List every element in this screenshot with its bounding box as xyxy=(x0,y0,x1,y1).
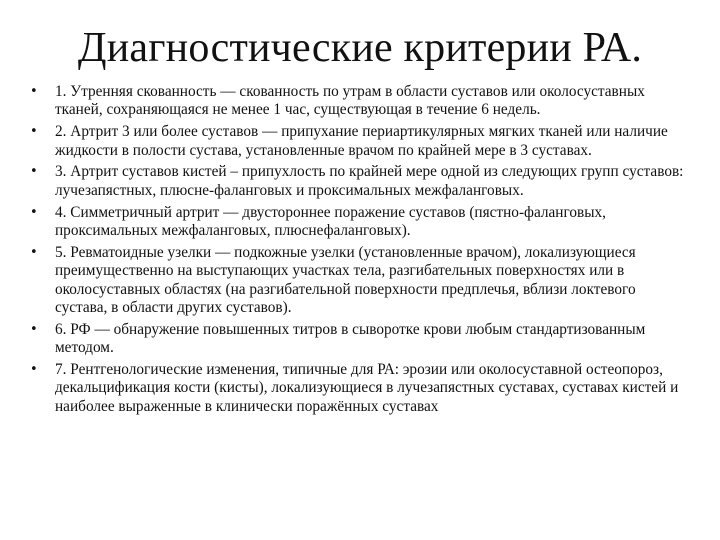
bullet-icon: • xyxy=(30,204,38,220)
list-item xyxy=(30,361,690,416)
criterion-text: 4. Симметричный артрит — двустороннее поражение суставов (пястно-фаланговых, проксимальных межфаланговых, плюснефаланговых). xyxy=(55,203,607,240)
criterion-text: 5. Ревматоидные узелки — подкожные узелки (установленные врачом), локализующиеся преимущественно на выступающих участках тела, разгибательных поверхностях или в околосуставных областях (на разгибательной поверхности предплечья, вблизи локтевого сустава, в области других суставов). xyxy=(55,243,636,317)
criterion-text: 3. Артрит суставов кистей – припухлость по крайней мере одной из следующих групп суставов: лучезапястных, плюсне-фаланговых и проксимальных межфаланговых. xyxy=(55,163,684,199)
criteria-list xyxy=(30,83,690,420)
list-item xyxy=(30,204,690,241)
bullet-icon: • xyxy=(30,84,38,99)
bullet-icon: • xyxy=(30,164,38,180)
list-item xyxy=(30,244,690,318)
bullet-icon: • xyxy=(30,321,38,337)
list-item xyxy=(30,83,690,120)
criterion-text: 7. Рентгенологические изменения, типичные для РА: эрозии или околосуставной остеопороз, декальцификация кости (кисты), локализующиеся в лучезапястных суставах, суставах кистей и наиболее выраженные в клинически поражённых суставах xyxy=(55,361,679,415)
bullet-icon: • xyxy=(30,244,38,260)
list-item xyxy=(30,163,690,200)
list-item xyxy=(30,123,690,160)
criterion-text: 6. РФ — обнаружение повышенных титров в сыворотке крови любым стандартизованным методом. xyxy=(55,320,646,357)
slide-title: Диагностические критерии РА. xyxy=(77,25,643,71)
bullet-icon: • xyxy=(30,124,38,140)
criterion-text: 2. Артрит 3 или более суставов — припухание периартикулярных мягких тканей или наличие жидкости в полости сустава, установленные врачом по крайней мере в 3 суставах. xyxy=(55,123,668,159)
bullet-icon: • xyxy=(30,362,38,378)
list-item xyxy=(30,321,690,358)
criterion-text: 1. Утренняя скованность — скованность по утрам в области суставов или околосуставных тканей, сохраняющаяся не менее 1 час, существующая в течение 6 недель. xyxy=(55,83,645,119)
